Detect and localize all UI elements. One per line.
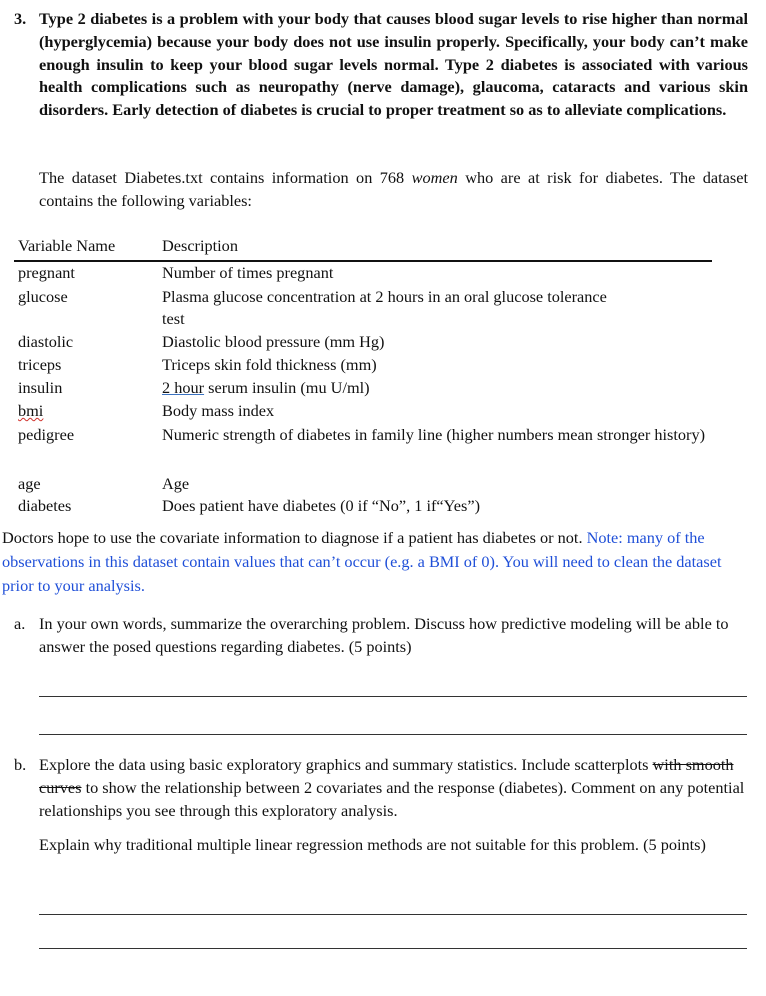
part-b-letter: b. — [14, 755, 27, 774]
var-desc-pedigree: Numeric strength of diabetes in family line (higher numbers mean stronger history) — [162, 425, 706, 444]
part-b-text2: Explain why traditional multiple linear regression methods are not suitable for this problem. (5 points) — [39, 835, 706, 854]
part-b-lead: Explore the data using basic exploratory graphics and summary statistics. Include scatterplots — [39, 755, 653, 774]
doctors-text: Doctors hope to use the covariate information to diagnose if a patient has diabetes or not. — [2, 528, 587, 547]
dataset-emphasis: women — [411, 168, 458, 187]
var-desc-triceps: Triceps skin fold thickness (mm) — [162, 355, 377, 374]
part-b-text — [39, 754, 748, 822]
question-intro: Type 2 diabetes is a problem with your body that causes blood sugar levels to rise higher than normal (hyperglycemia) because your body does not use insulin properly. Specifically, your body can’t make enough insulin to keep your blood sugar levels normal. Type 2 diabetes is associated with various health complications such as neuropathy (nerve damage), glaucoma, cataracts and various skin disorders. Early detection of diabetes is crucial to proper treatment so as to alleviate complications. — [39, 9, 748, 120]
var-desc-diabetes: Does patient have diabetes (0 if “No”, 1 if“Yes”) — [162, 496, 480, 515]
answer-line-a2 — [39, 734, 747, 735]
table-header-variable: Variable Name — [18, 236, 116, 255]
insulin-desc-lead: 2 hour — [162, 378, 205, 397]
part-b-strikethrough: with smooth curves — [39, 755, 734, 797]
var-name-pregnant: pregnant — [18, 263, 75, 282]
part-a-text: In your own words, summarize the overarching problem. Discuss how predictive modeling will be able to answer the posed questions regarding diabetes. (5 points) — [39, 614, 729, 656]
var-desc-diastolic: Diastolic blood pressure (mm Hg) — [162, 332, 385, 351]
var-name-insulin: insulin — [18, 378, 63, 397]
var-name-diastolic: diastolic — [18, 332, 74, 351]
var-name-pedigree: pedigree — [18, 425, 75, 444]
dataset-description — [39, 167, 748, 213]
table-header-description: Description — [162, 236, 238, 255]
var-name-triceps: triceps — [18, 355, 62, 374]
doctors-note: Note: many of the observations in this dataset contain values that can’t occur (e.g. a BMI of 0). You will need to clean the dataset prior to your analysis. — [2, 528, 722, 595]
var-name-bmi — [18, 400, 43, 421]
bmi-spellcheck: bmi — [18, 401, 44, 420]
dataset-text-after: who are at risk for diabetes. The dataset contains the following variables: — [39, 168, 748, 210]
doctors-paragraph — [2, 526, 754, 598]
var-desc-insulin — [162, 377, 722, 399]
var-desc-bmi: Body mass index — [162, 401, 275, 420]
part-b-rest: to show the relationship between 2 covariates and the response (diabetes). Comment on any potential relationships you see through this exploratory analysis. — [39, 777, 745, 820]
answer-line-b2 — [39, 948, 747, 949]
answer-line-b1 — [39, 914, 747, 915]
answer-line-a1 — [39, 696, 747, 697]
var-desc-age: Age — [162, 474, 190, 493]
var-desc-glucose: Plasma glucose concentration at 2 hours in an oral glucose tolerance test — [162, 287, 607, 328]
var-desc-pregnant: Number of times pregnant — [162, 263, 334, 282]
var-name-glucose: glucose — [18, 287, 68, 306]
insulin-desc-rest: serum insulin (mu U/ml) — [204, 378, 370, 397]
question-number: 3. — [14, 9, 27, 28]
dataset-text-before: The dataset Diabetes.txt contains information on 768 — [39, 168, 412, 187]
var-name-age: age — [18, 474, 41, 493]
part-a-letter: a. — [14, 614, 26, 633]
var-name-diabetes: diabetes — [18, 496, 72, 515]
